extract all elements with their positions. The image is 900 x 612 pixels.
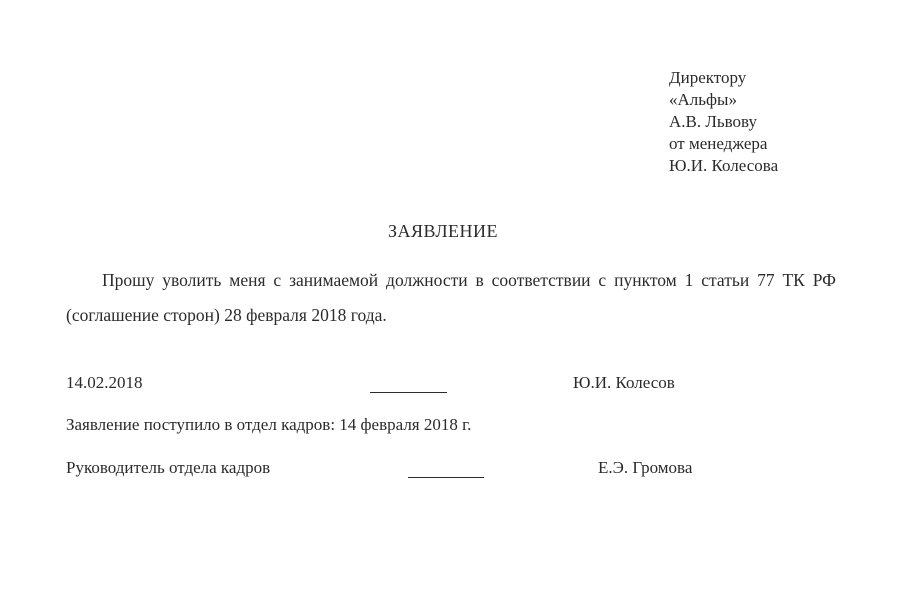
- application-date: 14.02.2018: [66, 373, 143, 392]
- sender-line-name: Ю.И. Колесова: [669, 156, 779, 175]
- hr-head-position: Руководитель отдела кадров: [66, 458, 271, 477]
- received-note: Заявление поступило в отдел кадров: 14 февраля 2018 г.: [66, 415, 472, 434]
- sender-line-position: от менеджера: [669, 134, 768, 153]
- addressee-line-director: Директору: [669, 68, 747, 87]
- hr-signature-line: [408, 477, 484, 478]
- addressee-block: [669, 67, 778, 177]
- document-title: ЗАЯВЛЕНИЕ: [388, 221, 499, 241]
- hr-head-name: Е.Э. Громова: [598, 458, 693, 477]
- applicant-signature-line: [370, 392, 447, 393]
- addressee-line-company: «Альфы»: [669, 90, 737, 109]
- document-body: Прошу уволить меня с занимаемой должности в соответствии с пунктом 1 статьи 77 ТК РФ (соглашение сторон) 28 февраля 2018 года.: [66, 270, 836, 325]
- applicant-name: Ю.И. Колесов: [573, 373, 675, 392]
- addressee-line-name: А.В. Львову: [669, 112, 758, 131]
